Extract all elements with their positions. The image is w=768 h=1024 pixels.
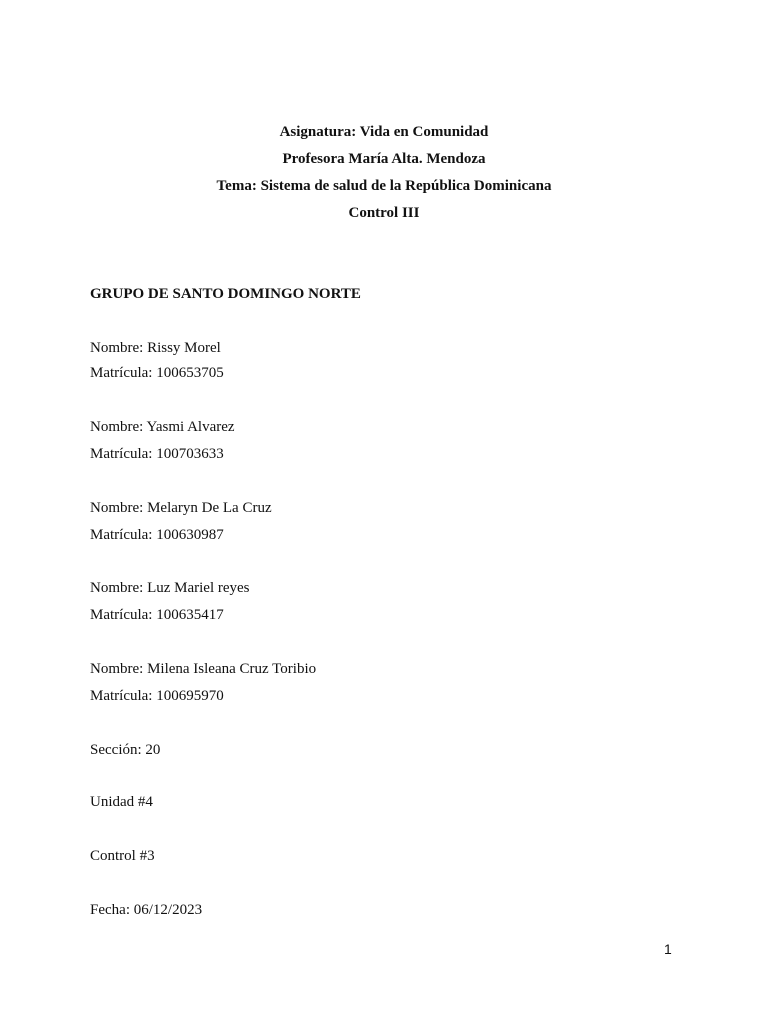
date-line: Fecha: 06/12/2023 xyxy=(90,902,203,918)
group-heading: GRUPO DE SANTO DOMINGO NORTE xyxy=(90,286,361,302)
student-id: Matrícula: 100635417 xyxy=(90,607,224,623)
student-name: Nombre: Luz Mariel reyes xyxy=(90,580,250,596)
student-name: Nombre: Milena Isleana Cruz Toribio xyxy=(90,661,317,677)
student-id: Matrícula: 100695970 xyxy=(90,688,224,704)
student-id: Matrícula: 100653705 xyxy=(90,365,224,381)
page-number: 1 xyxy=(664,941,672,957)
topic-line: Tema: Sistema de salud de la República Dominicana xyxy=(216,178,552,194)
student-id: Matrícula: 100630987 xyxy=(90,527,224,543)
subject-line: Asignatura: Vida en Comunidad xyxy=(279,124,489,140)
professor-line: Profesora María Alta. Mendoza xyxy=(282,151,486,167)
student-name: Nombre: Rissy Morel xyxy=(90,340,221,356)
control-title-line: Control III xyxy=(348,205,420,221)
student-name: Nombre: Yasmi Alvarez xyxy=(90,419,235,435)
student-name: Nombre: Melaryn De La Cruz xyxy=(90,500,272,516)
control-number-line: Control #3 xyxy=(90,848,155,864)
section-line: Sección: 20 xyxy=(90,742,161,758)
student-id: Matrícula: 100703633 xyxy=(90,446,224,462)
unit-line: Unidad #4 xyxy=(90,794,153,810)
